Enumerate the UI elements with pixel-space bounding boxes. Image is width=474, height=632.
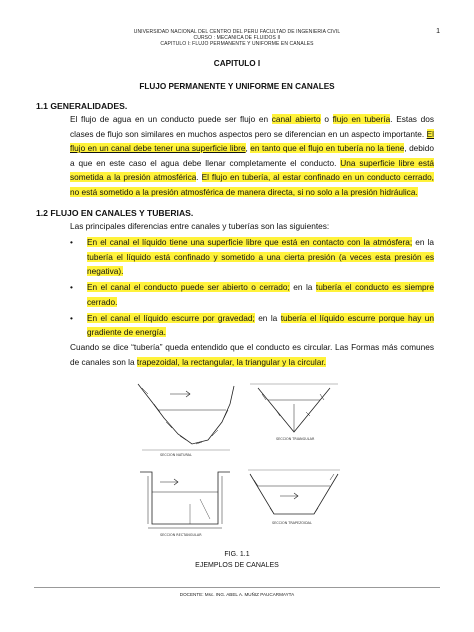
chapter-title: FLUJO PERMANENTE Y UNIFORME EN CANALES <box>139 82 335 91</box>
sketch-label-trapezoidal: SECCION TRAPEZOIDAL <box>272 521 312 525</box>
rectangular-section-sketch <box>140 472 230 528</box>
section-canales-intro: Las principales diferencias entre canales y tuberías son las siguientes: <box>70 221 330 231</box>
differences-list <box>70 235 434 341</box>
bullet-icon: • <box>70 312 73 323</box>
natural-section-sketch <box>138 384 234 450</box>
footer-docente: DOCENTE: Msc. ING. ABEL A. MUÑIZ PAUCARMAYTA <box>179 592 295 597</box>
section-generalidades-paragraph: El flujo de agua en un conducto puede ser flujo en canal abierto o flujo en tubería. Estas dos clases de flujo son similares en muchos aspectos pero se diferencian en un aspecto importante. El flujo en un canal debe tener una superficie libre, en tanto que el flujo en tubería no la tiene, debido a que en este caso el agua debe llenar completamente el conducto. Una superficie libre está sometida a la presión atmosférica. El flujo en tubería, al estar confinado en un conducto cerrado, no está sometido a la presión atmosférica de manera directa, si no solo a la presión hidráulica. <box>70 114 434 197</box>
sketch-label-triangular: SECCION TRIANGULAR <box>276 437 315 441</box>
section-heading-generalidades: 1.1 GENERALIDADES. <box>36 101 128 111</box>
list-item: • En el canal el conducto puede ser abierto o cerrado; en la tubería el conducto es siempre cerrado. <box>70 282 434 307</box>
header-chapter: CAPITULO I: FLUJO PERMANENTE Y UNIFORME EN CANALES <box>160 41 314 47</box>
trapezoidal-section-sketch <box>248 470 340 514</box>
bullet-icon: • <box>70 282 73 292</box>
sketch-label-natural: SECCION NATURAL <box>160 453 192 457</box>
triangular-section-sketch <box>250 384 338 432</box>
section-canales-closing: Cuando se dice “tubería” queda entendido que el conducto es circular. Las Formas más comunes de canales son la trapezoidal, la rectangular, la triangular y la circular. <box>70 342 434 367</box>
header-university: UNIVERSIDAD NACIONAL DEL CENTRO DEL PERU FACULTAD DE INGENIERIA CIVIL <box>133 29 341 35</box>
figure-caption: EJEMPLOS DE CANALES <box>195 562 279 569</box>
list-item: • En el canal el líquido escurre por gravedad; en la tubería el líquido escurre porque hay un gradiente de energía. <box>70 312 434 337</box>
header-course: CURSO : MECANICA DE FLUIDOS II <box>193 35 281 41</box>
bullet-icon: • <box>70 237 73 247</box>
chapter-label: CAPITULO I <box>213 59 261 68</box>
sketch-label-rectangular: SECCION RECTANGULAR <box>160 533 202 537</box>
footer-divider <box>34 587 440 588</box>
section-heading-canales-tuberias: 1.2 FLUJO EN CANALES Y TUBERIAS. <box>36 208 194 218</box>
channel-sections-figure <box>130 374 350 544</box>
page-number: 1 <box>436 28 440 35</box>
list-item: • En el canal el líquido tiene una superficie libre que está en contacto con la atmósfera; en la tubería el líquido está confinado y sometido a una cierta presión (a veces esta presión es negativa). <box>70 237 434 276</box>
figure-label: FIG. 1.1 <box>224 551 250 558</box>
